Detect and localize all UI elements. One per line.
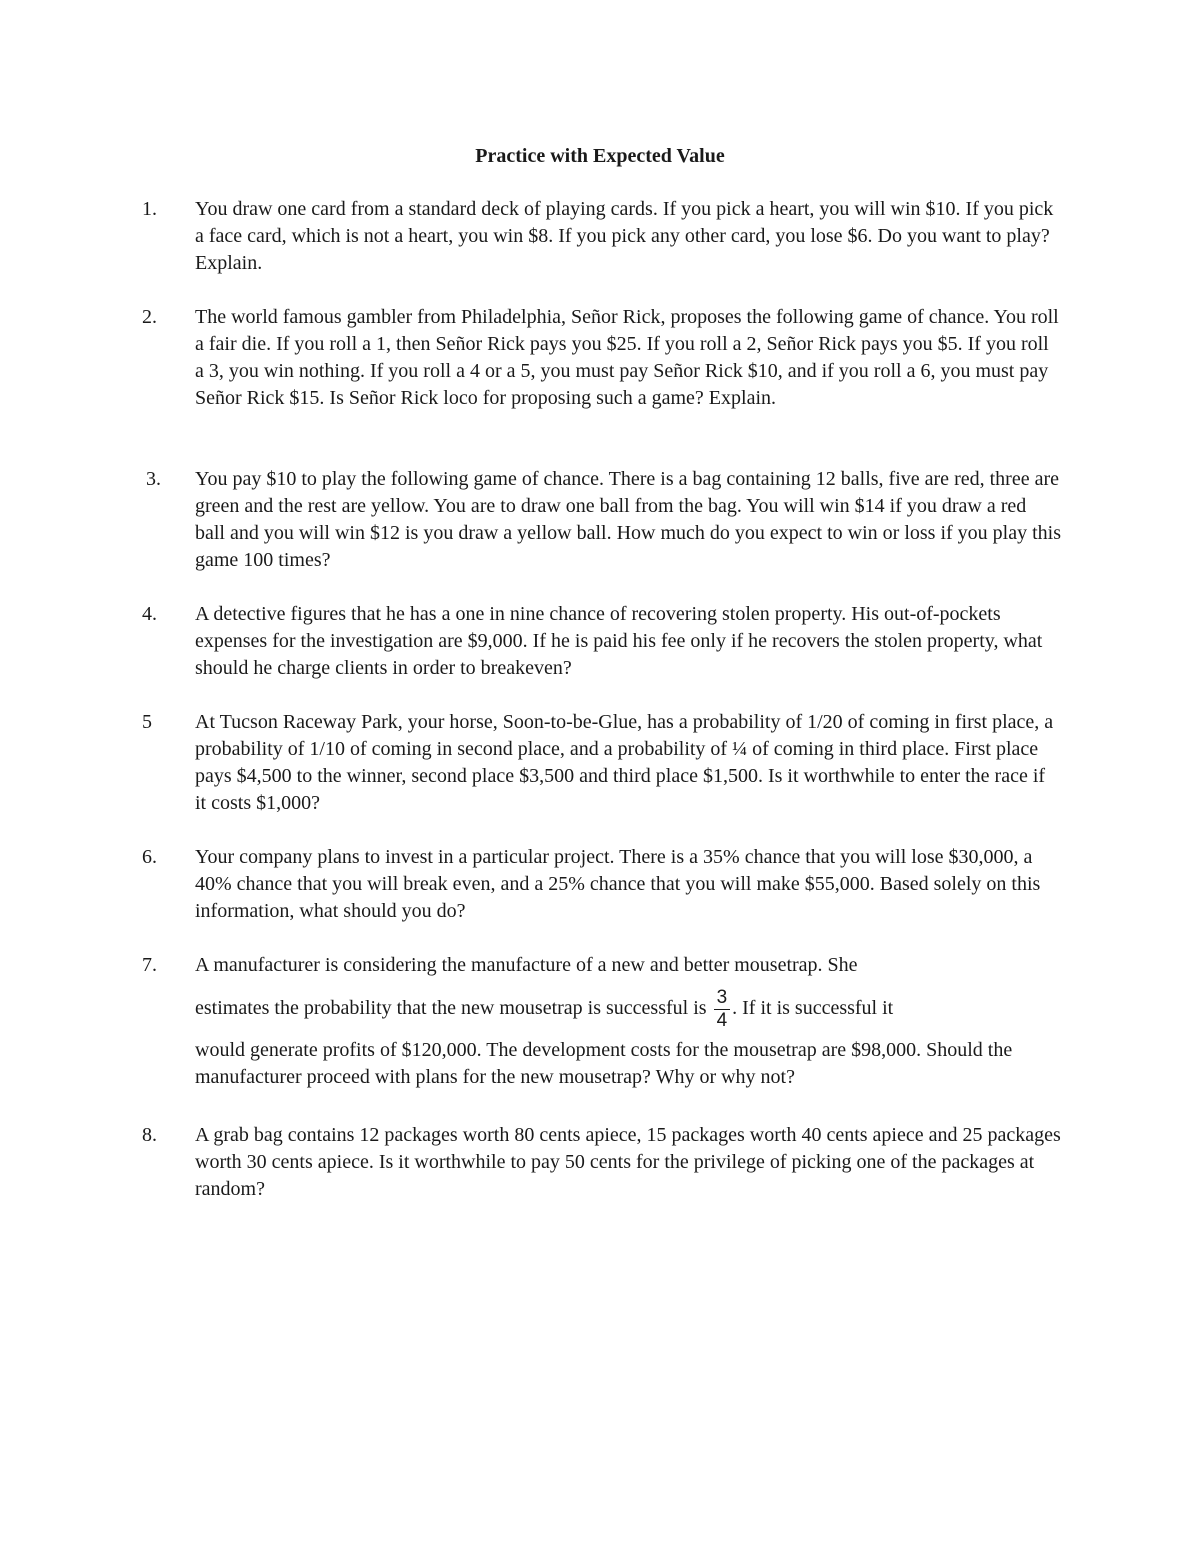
- problem-1: [142, 196, 1062, 277]
- problem-number: 4.: [142, 603, 157, 625]
- problem-3: [142, 466, 1062, 574]
- problem-text-line: A manufacturer is considering the manufacture of a new and better mousetrap. She: [195, 954, 858, 976]
- problem-text-fraction-line: [195, 979, 1061, 1037]
- problem-text: You draw one card from a standard deck of playing cards. If you pick a heart, you will win $10. If you pick a face card, which is not a heart, you win $8. If you pick any other card, you lose $6. Do you want to play? Explain.: [195, 198, 1054, 274]
- problem-5: [142, 709, 1062, 817]
- problem-number: 6.: [142, 846, 157, 868]
- problem-text-segment: estimates the probability that the new mousetrap is successful is: [195, 997, 707, 1019]
- problem-number: 5: [142, 711, 152, 733]
- problem-number: 2.: [142, 306, 157, 328]
- problem-7: [142, 952, 1062, 1091]
- problem-number: 8.: [142, 1124, 157, 1146]
- problem-6: [142, 844, 1062, 925]
- problem-4: [142, 601, 1062, 682]
- problem-text: Your company plans to invest in a particular project. There is a 35% chance that you will lose $30,000, a 40% chance that you will break even, and a 25% chance that you will make $55,000. Based solely on this information, what should you do?: [195, 846, 1041, 922]
- problem-text: You pay $10 to play the following game of chance. There is a bag containing 12 balls, five are red, three are green and the rest are yellow. You are to draw one ball from the bag. You will win $14 if you draw a red ball and you will win $12 is you draw a yellow ball. How much do you expect to win or loss if you play this game 100 times?: [195, 468, 1061, 571]
- problem-8: [142, 1122, 1062, 1203]
- problem-text: A detective figures that he has a one in nine chance of recovering stolen property. His out-of-pockets expenses for the investigation are $9,000. If he is paid his fee only if he recovers the stolen property, what should he charge clients in order to breakeven?: [195, 603, 1043, 679]
- fraction-denominator: 4: [716, 1009, 728, 1031]
- problem-text-rest: would generate profits of $120,000. The development costs for the mousetrap are $98,000. Should the manufacturer proceed with plans for the new mousetrap? Why or why not?: [195, 1039, 1013, 1088]
- fraction-numerator: 3: [714, 987, 731, 1010]
- problem-text-segment: . If it is successful it: [732, 997, 894, 1019]
- problem-number: 7.: [142, 954, 157, 976]
- problem-2: [142, 304, 1062, 412]
- page-title: Practice with Expected Value: [475, 145, 725, 167]
- problem-text: A grab bag contains 12 packages worth 80 cents apiece, 15 packages worth 40 cents apiece and 25 packages worth 30 cents apiece. Is it worthwhile to pay 50 cents for the privilege of picking one of the packages at random?: [195, 1124, 1061, 1200]
- fraction: [714, 987, 731, 1032]
- problem-text: At Tucson Raceway Park, your horse, Soon-to-be-Glue, has a probability of 1/20 of coming in first place, a probability of 1/10 of coming in second place, and a probability of ¼ of coming in third place. First place pays $4,500 to the winner, second place $3,500 and third place $1,500. Is it worthwhile to enter the race if it costs $1,000?: [195, 711, 1054, 814]
- problem-number: 3.: [146, 468, 161, 490]
- problem-number: 1.: [142, 198, 157, 220]
- problem-text: The world famous gambler from Philadelphia, Señor Rick, proposes the following game of chance. You roll a fair die. If you roll a 1, then Señor Rick pays you $25. If you roll a 2, Señor Rick pays you $5. If you roll a 3, you win nothing. If you roll a 4 or a 5, you must pay Señor Rick $10, and if you roll a 6, you must pay Señor Rick $15. Is Señor Rick loco for proposing such a game? Explain.: [195, 306, 1059, 409]
- problem-text: [195, 952, 1061, 1091]
